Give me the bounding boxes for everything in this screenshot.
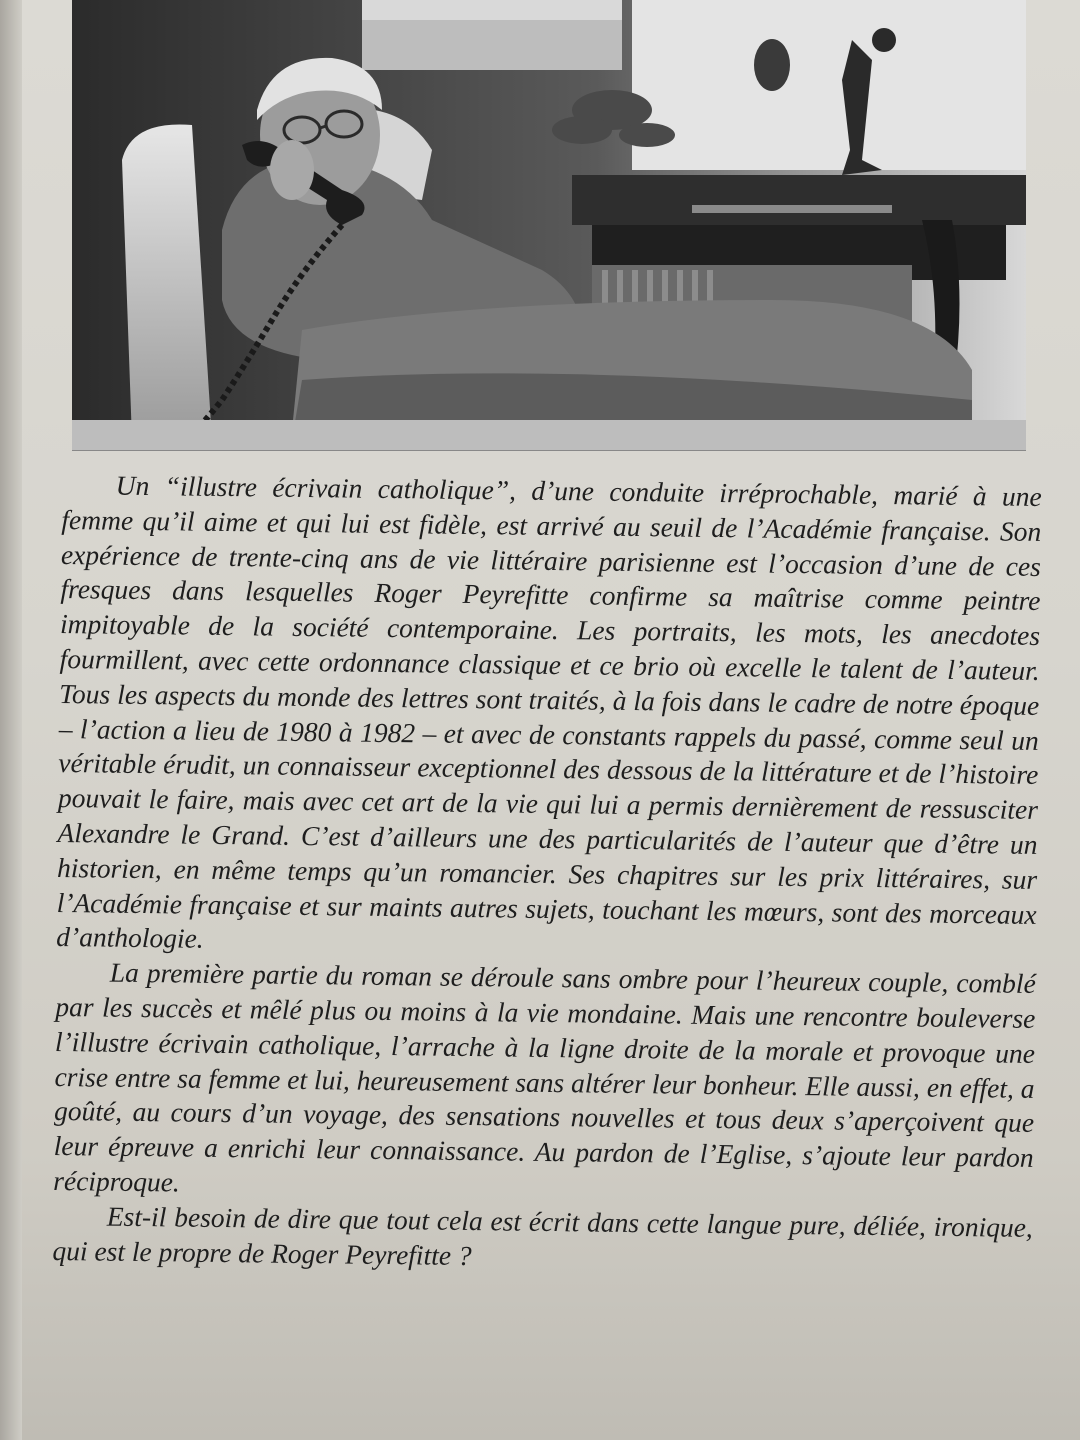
back-cover-blurb: [52, 468, 1042, 1280]
blurb-paragraph-3: Est-il besoin de dire que tout cela est écrit dans cette langue pure, déliée, ironique, qui est le propre de Roger Peyrefitte ?: [52, 1200, 1033, 1271]
blurb-paragraph-1: Un “illustre écrivain catholique”, d’une conduite irréprochable, marié à une femme qu’il aime et qui lui est fidèle, est arrivé au seuil de l’Académie française. Son expérience de trente-cinq ans de vie littéraire parisienne est l’occasion d’une de ces fresques dans lesquelles Roger Peyrefitte confirme sa maîtrise comme peintre impitoyable de la société contemporaine. Les portraits, les mots, les anecdotes fourmillent, avec cette ordonnance classique et ce brio où excelle le talent de l’auteur. Tous les aspects du monde des lettres sont traités, à la fois dans le cadre de notre époque – l’action a lieu de 1980 à 1982 – et avec de constants rappels du passé, comme seul un véritable érudit, un connaisseur exceptionnel des dessous de la littérature et de l’histoire pouvait le faire, mais avec cet art de la vie qui lui a permis dernièrement de ressusciter Alexandre le Grand. C’est d’ailleurs une des particularités de l’auteur que d’être un historien, en même temps qu’un romancier. Ses chapitres sur les prix littéraires, sur l’Académie française et sur maints autres sujets, touchant les mœurs, sont des morceaux d’anthologie.: [56, 469, 1042, 955]
blurb-paragraph-2: La première partie du roman se déroule sans ombre pour l’heureux couple, comblé par les succès et mêlé plus ou moins à la vie mondaine. Mais une rencontre bouleverse l’illustre écrivain catholique, l’arrache à la ligne droite de la morale et provoque une crise entre sa femme et lui, heureusement sans altérer leur bonheur. Elle aussi, en effet, a goûté, au cours d’un voyage, des sensations nouvelles et tous deux s’aperçoivent que leur épreuve a enrichi leur connaissance. Au pardon de l’Eglise, s’ajoute leur pardon réciproque.: [53, 956, 1036, 1198]
page-edge-shadow: [0, 0, 22, 1440]
author-photograph: [72, 0, 1026, 450]
